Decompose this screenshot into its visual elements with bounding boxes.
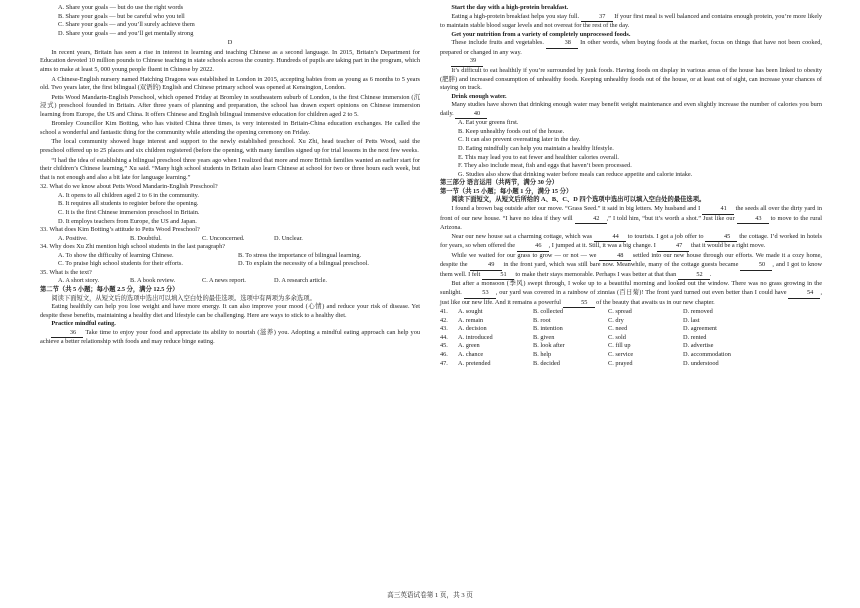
answer-row-41: 41. A. sought B. collected C. spread D. removed <box>440 308 713 316</box>
s2-option-d: D. Eating mindfully can help you maintain a healthy lifestyle. <box>458 145 614 152</box>
q35-option-c: C. A news report. <box>202 277 246 285</box>
blank-43[interactable]: 43 <box>737 215 769 225</box>
blank-47[interactable]: 47 <box>657 242 689 252</box>
paragraph-39-heading <box>440 57 822 67</box>
s2-option-a: A. Eat your greens first. <box>458 119 519 127</box>
cloze-paragraph-4: But after a monsoon (季风) swept through, I woke up to a beautiful morning and looked out the window. There was no grass growing in the sunlight. 53 , our yard was covered in a rainbow of zinnias (百日菊)! The front yard turned out even better than I could have 54 , just like our new life. And it remains a powerful 55 of the beauty that awaits us in our new chapter. <box>440 280 822 308</box>
q33-options <box>40 235 420 244</box>
blank-46[interactable]: 46 <box>517 242 549 252</box>
q32-option-b: B. It requires all students to register before the opening. <box>58 200 199 208</box>
q34-options-row-2 <box>40 260 420 269</box>
q35-options <box>40 277 420 286</box>
q32-option-a: A. It opens to all children aged 2 to 6 in the community. <box>58 191 199 199</box>
page-footer: 高三英语试卷第 1 页，共 3 页 <box>387 592 473 599</box>
answer-options-table <box>440 308 822 368</box>
question-33: 33. What does Kim Botting’s attitude to Petts Wood Preschool? <box>40 226 200 234</box>
q35-option-b: B. A book review. <box>130 277 176 285</box>
cloze-paragraph-2: Near our new house sat a charming cottage, which was 44 to tourists. I got a job offer to 45 the cottage. I’d worked in hotels for years, so when offered the 46 , I jumped at it. Still, it was a big change. I 47 that it would be a right move. <box>440 233 822 252</box>
q34-option-a: A. To show the difficulty of learning Chinese. <box>58 251 174 259</box>
section-2-title: 第二节（共 5 小题；每小题 2.5 分，满分 12.5 分） <box>40 286 179 293</box>
section-2-intro: Eating healthily can help you lose weight and have more energy. It can also improve your mood (心情) and reduce your risk of disease. Yet despite these benefits, maintaining a healthy diet and lifestyle can be challenging. Here are ways to stick to a healthy diet. <box>40 303 420 319</box>
q34-option-c: C. To praise high school students for their efforts. <box>58 260 183 268</box>
cloze-paragraph-3: While we waited for our grass to grow — or not — we 48 settled into our new house through our efforts. We made it a cozy home, despite the 49 in the front yard, which was still bare now. Meanwhile, many of the cottage guests became 50 , and I got to know them well. I felt 51 to make their stays memorable. Perhaps I was better at that than 52 . <box>440 252 822 281</box>
answer-row-47: 47. A. pretended B. decided C. prayed D. understood <box>440 359 719 367</box>
q32-option-d: D. It employs teachers from Europe, the US and Japan. <box>58 217 197 225</box>
prev-option-c: C. Share your goals — and you’ll surely achieve them <box>58 21 195 29</box>
part-3-title: 第三部分 语言运用（共两节，满分 30 分） <box>440 179 559 187</box>
paragraph-37: Eating a high-protein breakfast helps you stay full. 37 If your first meal is well balanced and contains enough protein, you’re more likely to maintain stable blood sugar levels and not overeat for the rest of the day. <box>440 12 823 30</box>
paragraph-38: These include fruits and vegetables. 38 In other words, when buying foods at the market, focus on things that have not been cooked, prepared or changed in any way. <box>440 39 822 56</box>
blank-42[interactable]: 42 <box>575 215 607 225</box>
q33-option-a: A. Positive. <box>58 234 88 242</box>
prev-option-a: A. Share your goals — but do use the right words <box>58 4 184 11</box>
answer-row-43: 43. A. decision B. intention C. need D. agreement <box>440 325 717 333</box>
blank-55[interactable]: 55 <box>563 299 595 309</box>
s2-option-b: B. Keep unhealthy foods out of the house. <box>458 127 565 135</box>
blank-45[interactable]: 45 <box>705 233 737 243</box>
section-2-instructions: 阅读下面短文，从短文后的选项中选出可以填入空白处的最佳选项。选项中有两项为多余选项。 <box>51 294 316 302</box>
q33-option-c: C. Unconcerned. <box>202 234 245 242</box>
heading-mindful-eating: Practice mindful eating. <box>51 320 116 328</box>
q33-option-d: D. Unclear. <box>274 234 303 242</box>
q34-options-row-1 <box>40 252 420 261</box>
blank-44[interactable]: 44 <box>594 233 626 243</box>
blank-53[interactable]: 53 <box>464 289 496 299</box>
passage-paragraph-4: Bromley Councillor Kim Botting, who has visited China three times, is very interested in Britain-China education exchanges. He called the school a wonderful and fantastic thing for the community while attending the opening ceremony on Friday. <box>40 120 420 136</box>
paragraph-36: 36 Take time to enjoy your food and appreciate its ability to nourish (滋养) you. Adopting a mindful eating approach can help you achieve a better relationship with foods and may reduce binge eating. <box>40 328 420 346</box>
blank-41[interactable]: 41 <box>702 205 734 215</box>
q34-option-d: D. To explain the necessity of a bilingual preschool. <box>238 260 369 268</box>
prev-option-b: B. Share your goals — but be careful who you tell <box>58 12 185 20</box>
heading-nutrition: Get your nutrition from a variety of completely unprocessed foods. <box>451 30 631 38</box>
answer-row-42: 42. A. remain B. root C. dry D. last <box>440 316 700 324</box>
q35-option-d: D. A research article. <box>274 277 327 285</box>
q35-option-a: A. A short story. <box>58 277 100 285</box>
cloze-paragraph-1: I found a brown bag outside after our move. “Grass Seed.” it said in big letters. My husband and I 41 the seeds all over the dirty yard in front of our new house. “I have no idea if they will 42 ,” I told him, “but it’s worth a shot.” Just like our 43 to move to the rural Arizona. <box>440 204 822 232</box>
part-3-instructions: 阅读下面短文，从短文后所给的 A、B、C、D 四个选项中选出可以填入空白处的最佳选项。 <box>451 196 706 204</box>
blank-52[interactable]: 52 <box>678 271 710 281</box>
passage-letter: D <box>227 39 233 47</box>
answer-row-44: 44. A. introduced B. given C. sold D. rented <box>440 333 707 341</box>
question-35: 35. What is the text? <box>40 268 92 276</box>
blank-50[interactable]: 50 <box>740 261 772 271</box>
s2-option-f: F. They also include meat, fish and eggs that haven’t been processed. <box>458 162 632 170</box>
q34-option-b: B. To stress the importance of bilingual learning. <box>238 251 362 259</box>
q33-option-b: B. Doubtful. <box>130 234 162 242</box>
blank-54[interactable]: 54 <box>788 289 820 299</box>
passage-paragraph-3: Petts Wood Mandarin-English Preschool, which opened Friday at Bromley in southeastern suburb of London, is the first Chinese immersion (沉浸式) preschool founded in Britain. After three years of planning and preparation, the school has drawn expert opinions on Chinese immersion learning from Europe, the US and China. It offers Chinese and English bilingual immersive education for children aged 2 to 5. <box>40 93 420 118</box>
blank-48[interactable]: 48 <box>599 252 631 262</box>
blank-40[interactable]: 40 <box>455 110 487 120</box>
heading-breakfast: Start the day with a high-protein breakfast. <box>451 4 569 11</box>
paragraph-40: Many studies have shown that drinking enough water may benefit weight maintenance and even slightly increase the number of calories you burn daily. 40 <box>440 101 822 119</box>
left-column <box>40 4 420 347</box>
question-34: 34. Why does Xu Zhi mention high school students in the last paragraph? <box>40 243 226 251</box>
blank-36[interactable]: 36 <box>51 329 83 339</box>
passage-paragraph-1: In recent years, Britain has seen a rise in interest in learning and teaching Chinese as a second language. In 2015, Britain’s Department for Education devoted 10 million pounds to Chinese teaching in state schools across the country. Hundreds of pupils are taking part in the program, which aims to make at least 5, 000 young people fluent in Chinese by 2022. <box>40 48 420 73</box>
s2-option-c: C. It can also prevent overeating later in the day. <box>458 136 581 144</box>
question-32: 32. What do we know about Petts Wood Mandarin-English Preschool? <box>40 183 218 191</box>
s2-option-e: E. This may lead you to eat fewer and healthier calories overall. <box>458 153 619 161</box>
blank-49[interactable]: 49 <box>470 261 502 271</box>
blank-37[interactable]: 37 <box>581 13 613 23</box>
blank-38[interactable]: 38 <box>546 39 578 49</box>
part-3-section-1-title: 第一节（共 15 小题；每小题 1 分，满分 15 分） <box>440 187 573 195</box>
answer-row-45: 45. A. green B. look after C. fill up D. advertise <box>440 342 714 350</box>
right-column <box>440 4 822 368</box>
passage-paragraph-6: “I had the idea of establishing a bilingual preschool three years ago when I realized that more and more British families wanted an earlier start for their children’s Chinese learning,” Xu said. “Many high school students in Britain also learn Chinese at school for two or three hours each week, but that is not enough and also a bit late for language learning.” <box>40 156 420 181</box>
heading-water: Drink enough water. <box>451 92 507 100</box>
answer-row-46: 46. A. chance B. help C. service D. accommodation <box>440 350 731 358</box>
passage-paragraph-2: A Chinese-English nursery named Hatching Dragons was established in London in 2015, accepting babies from as young as 6 months to 5 years old. Two years later, the first bilingual (双语的) English and Chinese primary school was opened at Kensington, London. <box>40 75 420 92</box>
s2-option-g: G. Studies also show that drinking water before meals can reduce appetite and calorie intake. <box>458 170 693 178</box>
passage-paragraph-5: The local community showed huge interest and support to the newly established preschool. Xu Zhi, head teacher of Petts Wood, said the preschool offered up to 25 places and six children registered (before the opening, with many families signed up for trial lessons in the next few weeks. <box>40 138 420 154</box>
blank-39[interactable]: 39 <box>451 57 483 67</box>
paragraph-39: It’s difficult to eat healthily if you’re surrounded by junk foods. Having foods on display in various areas of the house has been linked to obesity (肥胖) and increased consumption of unhealthy foods. Keeping unhealthy foods out of the house, or at least out of sight, can increase your chances of staying on track. <box>440 66 822 92</box>
prev-option-d: D. Share your goals — and you’ll get mentally strong <box>58 29 194 37</box>
q32-option-c: C. It is the first Chinese immersion preschool in Britain. <box>58 208 200 216</box>
blank-51[interactable]: 51 <box>482 271 514 281</box>
